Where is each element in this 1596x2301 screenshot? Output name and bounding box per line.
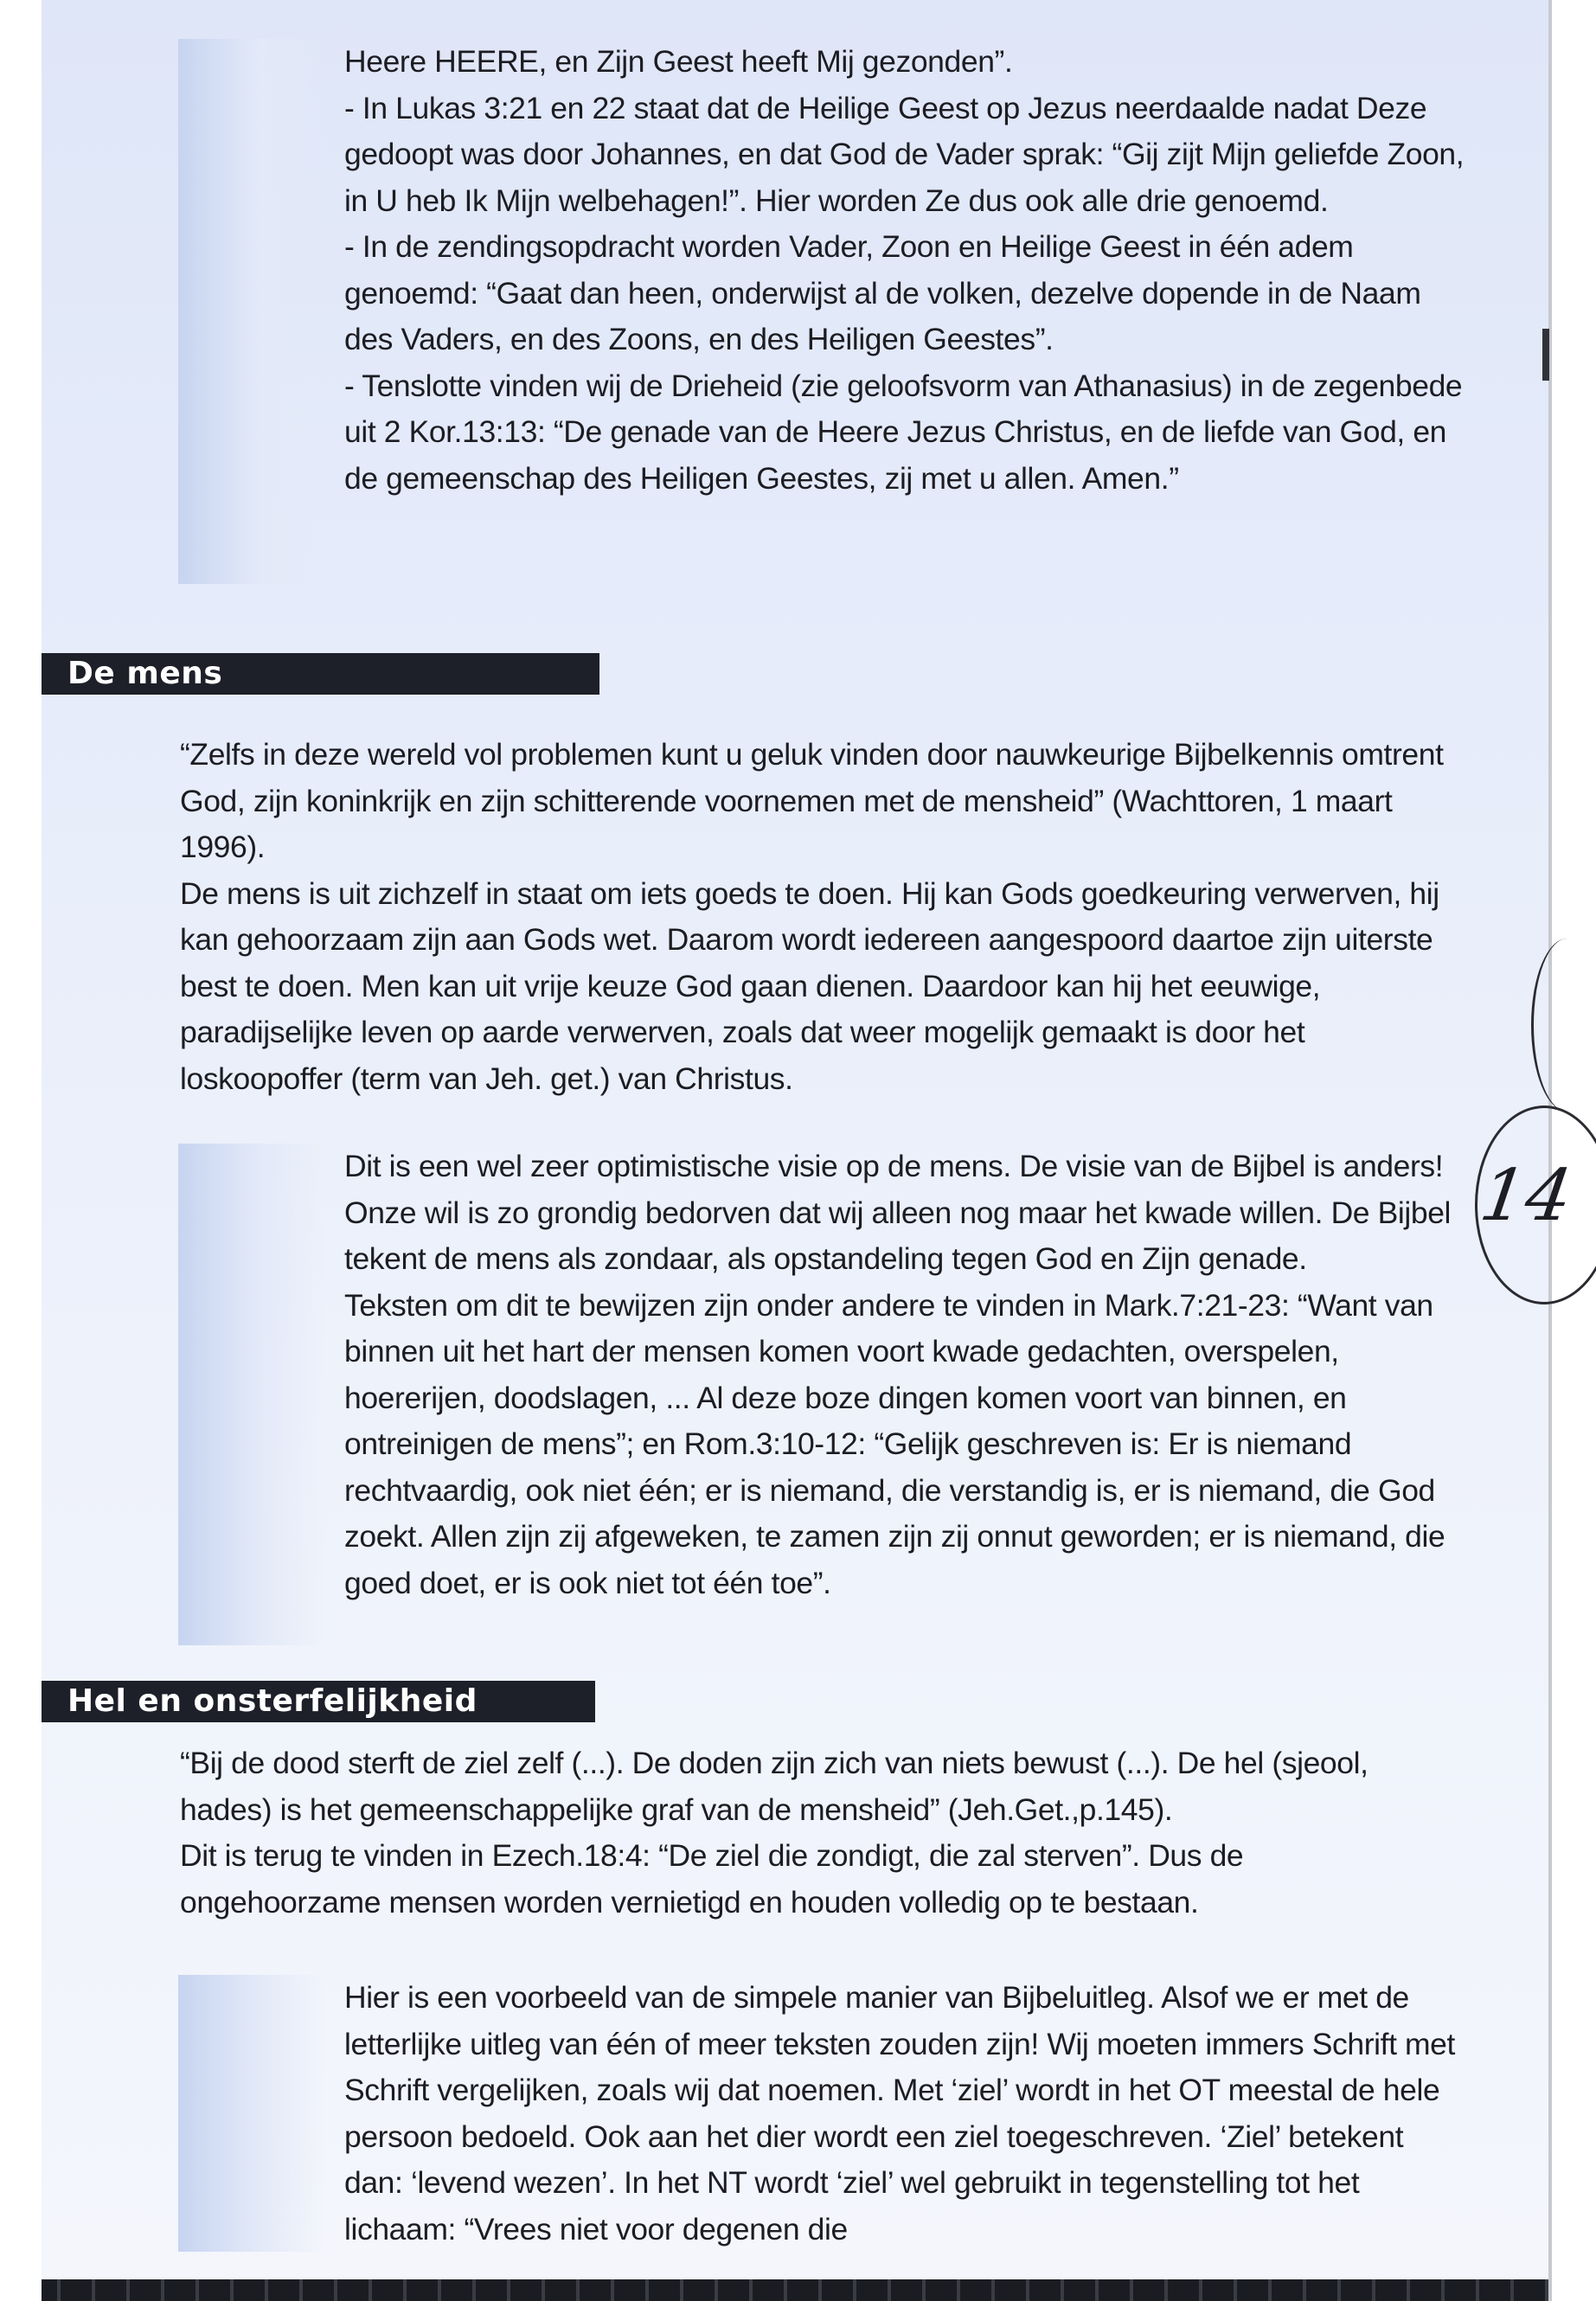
margin-shade-strip (178, 39, 325, 584)
quote-paragraph: “Zelfs in deze wereld vol problemen kunt u geluk vinden door nauwkeurige Bijbelkennis omtrent God, zijn koninkrijk en zijn schitterende voornemen met de mensheid” (Wachttoren, 1 maart 1996). (180, 737, 1444, 864)
quote-paragraph: De mens is uit zichzelf in staat om iets goeds te doen. Hij kan Gods goedkeuring verwerven, hij kan gehoorzaam zijn aan Gods wet. Daarom wordt iedereen aangespoord daartoe zijn uiterste best te doen. Men kan uit vrije keuze God gaan dienen. Daardoor kan hij het eeuwige, paradijselijke leven op aarde verwerven, zoals dat weer mogelijk gemaakt is door het loskoopoffer (term van Jeh. get.) van Christus. (180, 875, 1439, 1096)
intro-paragraph: - In de zendingsopdracht worden Vader, Zoon en Heilige Geest in één adem genoemd: “Gaat dan heen, onderwijst al de volken, dezelve dopende in de Naam des Vaders, en des Zoons, en des Heiligen Geestes”. (344, 229, 1421, 356)
response-paragraph: Hier is een voorbeeld van de simpele manier van Bijbeluitleg. Alsof we er met de letterlijke uitleg van één of meer teksten zouden zijn! Wij moeten immers Schrift met Schrift vergelijken, zoals wij dat noemen. Met ‘ziel’ wordt in het OT meestal de hele persoon bedoeld. Ook aan het dier wordt een ziel toegeschreven. ‘Ziel’ betekent dan: ‘levend wezen’. In het NT wordt ‘ziel’ wel gebruikt in tegenstelling tot het lichaam: “Vrees niet voor degenen die (344, 1980, 1455, 2247)
intro-paragraph: Heere HEERE, en Zijn Geest heeft Mij gezonden”. (344, 44, 1013, 79)
margin-shade-strip (178, 1144, 325, 1645)
response-paragraph: Dit is een wel zeer optimistische visie op de mens. De visie van de Bijbel is anders! Onze wil is zo grondig bedorven dat wij alleen nog maar het kwade willen. De Bijbel tekent de mens als zondaar, als opstandeling tegen God en Zijn genade. (344, 1149, 1452, 1276)
margin-arc (1531, 939, 1596, 1112)
response-paragraph: Teksten om dit te bewijzen zijn onder andere te vinden in Mark.7:21-23: “Want van binnen uit het hart der mensen komen voort kwade gedachten, overspelen, hoererijen, doodslagen, ... Al deze boze dingen komen voort van binnen, en ontreinigen de mens”; en Rom.3:10-12: “Gelijk geschreven is: Er is niemand rechtvaardig, ook niet één; er is niemand, die verstandig is, er is niemand, die God zoekt. Allen zijn zij afgeweken, te zamen zijn zij onnut geworden; er is niemand, die goed doet, er is ook niet tot één toe”. (344, 1287, 1445, 1600)
section-heading-de-mens: De mens (42, 653, 599, 695)
bottom-torn-edge (42, 2279, 1548, 2301)
document-page (42, 0, 1548, 2301)
margin-shade-strip (178, 1975, 325, 2252)
hel-response (344, 1975, 1469, 2253)
intro-text (344, 39, 1465, 502)
hel-quote (180, 1740, 1434, 1926)
quote-paragraph: “Bij de dood sterft de ziel zelf (...). De doden zijn zich van niets bewust (...). De hel (sjeool, hades) is het gemeenschappelijke graf van de mensheid” (Jeh.Get.,p.145). (180, 1746, 1368, 1827)
de-mens-response (344, 1144, 1465, 1606)
intro-paragraph: - Tenslotte vinden wij de Drieheid (zie geloofsvorm van Athanasius) in de zegenbede uit 2 Kor.13:13: “De genade van de Heere Jezus Christus, en de liefde van God, en de gemeenschap des Heiligen Geestes, zij met u allen. Amen.” (344, 368, 1463, 496)
quote-paragraph: Dit is terug te vinden in Ezech.18:4: “De ziel die zondigt, die zal sterven”. Dus de ongehoorzame mensen worden vernietigd en houden volledig op te bestaan. (180, 1838, 1244, 1920)
section-heading-hel: Hel en onsterfelijkheid (42, 1681, 595, 1722)
de-mens-quote (180, 732, 1473, 1102)
page-number: 14 (1475, 1155, 1578, 1237)
intro-paragraph: - In Lukas 3:21 en 22 staat dat de Heilige Geest op Jezus neerdaalde nadat Deze gedoopt was door Johannes, en dat God de Vader sprak: “Gij zijt Mijn geliefde Zoon, in U heb Ik Mijn welbehagen!”. Hier worden Ze dus ook alle drie genoemd. (344, 90, 1465, 218)
page-edge-mark (1542, 329, 1549, 381)
